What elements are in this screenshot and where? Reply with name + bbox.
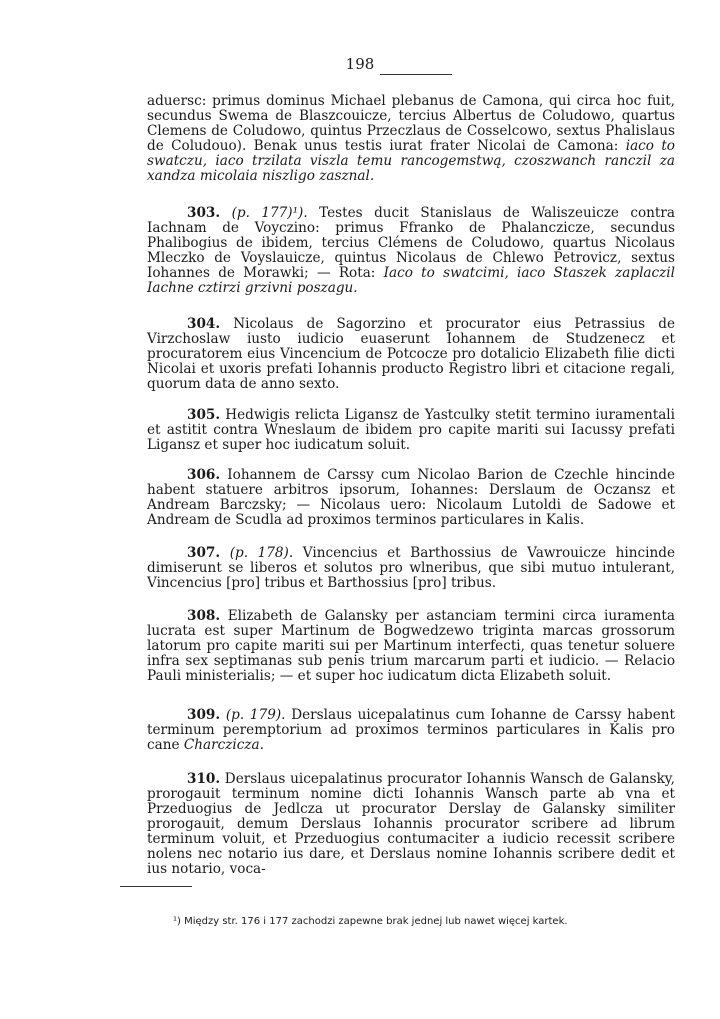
entry-number: 308. [187, 608, 221, 624]
paragraph-text: Elizabeth de Galansky per astanciam termini circa iuramenta lucrata est super Martinum de Bogwedzewo triginta marcas grossorum latorum pro capite mariti sui per Martinum interfecti, quas tenetur soluere infra sex septimanas sub penis trium marcarum parti et iudicio. — Relacio Pauli ministerialis; — et super hoc iudicatum dicta Elizabeth soluit. [147, 608, 675, 684]
entry-number: 307. [187, 545, 221, 561]
paragraph-304 [147, 317, 675, 392]
header-rule [380, 74, 452, 75]
paragraph-text: Vincencius et Barthossius de Vawrouicze hincinde dimiserunt se liberos et solutos pro wlneribus, que sibi mutuo intulerant, Vincencius [pro] tribus et Barthossius [pro] tribus. [147, 545, 675, 591]
page-number: 198 [345, 55, 375, 73]
paragraph-310 [147, 772, 675, 877]
paragraph-text: aduersc: primus dominus Michael plebanus de Camona, qui circa hoc fuit, secundus Swema de Blaszcouicze, tercius Albertus de Coludowo, quartus Clemens de Coludowo, quintus Przeczlaus de Cosselcowo, sextus Phalislaus de Coludouo). Benak unus testis iurat frater Nicolai de Camona: [147, 93, 675, 154]
paragraph-306 [147, 468, 675, 528]
rota-quote: iaco to swatczu, iaco trzilata viszla temu rancogemstwą, czoszwanch ranczil za xandza micolaia niszligo zasznal. [147, 138, 675, 184]
paragraph-text: Derslaus uicepalatinus cum Iohanne de Carssy habent terminum peremptorium ad proximos terminos particulares in Kalis pro cane [147, 707, 676, 753]
entry-number: 310. [187, 771, 221, 787]
paragraph-305 [147, 408, 675, 453]
page-reference: (p. 179). [225, 707, 286, 723]
paragraph-303 [147, 206, 675, 296]
paragraph-text: Iohannem de Carssy cum Nicolao Barion de Czechle hincinde habent statuere arbitros ipsorum, Iohannes: Derslaum de Oczansz et Andream Barczsky; — Nicolaus uero: Nicolaum Lutoldi de Sadowe et Andream de Scudla ad proximos terminos particulares in Kalis. [147, 467, 675, 528]
paragraph-307 [147, 546, 675, 591]
paragraph-308 [147, 609, 675, 684]
paragraph-309 [147, 708, 675, 753]
paragraph-text: Hedwigis relicta Ligansz de Yastculky stetit termino iuramentali et astitit contra Wneslaum de ibidem pro capite mariti sui Iacussy prefati Ligansz et super hoc iudicatum soluit. [147, 407, 675, 453]
paragraph-text: Nicolaus de Sagorzino et procurator eius Petrassius de Virzchoslaw iusto iudicio euaserunt Iohannem de Studzenecz et procuratorem eius Vincencium de Potcocze pro dotalicio Elizabeth filie dicti Nicolai et uxoris prefati Iohannis producto Registro libri et citacione regali, quorum data de anno sexto. [147, 316, 675, 392]
footnote: ¹) Między str. 176 i 177 zachodzi zapewne brak jednej lub nawet więcej kartek. [173, 916, 568, 927]
footnote-rule [120, 886, 192, 887]
page-reference: (p. 177)¹). [231, 205, 308, 221]
paragraph-text: Testes ducit Stanislaus de Waliszeuicze contra Iachnam de Voyczino: primus Ffranko de Phalanczicze, secundus Phalibogius de ibidem, tercius Clémens de Coludowo, quartus Nicolaus Mleczko de Voyslauicze, quintus Nicolaus de Chlewo Petrovicz, sextus Iohannes de Morawki; — Rota: [147, 205, 675, 281]
entry-number: 304. [187, 316, 221, 332]
paragraph-text: Derslaus uicepalatinus procurator Iohannis Wansch de Galansky, prorogauit terminum nomine dicti Iohannis Wansch parte ab vna et Przeduogius de Jedlcza ut procurator Derslay de Galansky similiter prorogauit, demum Derslaus Iohannis procurator scribere ad librum terminum voluit, et Przeduogius contumaciter a iudicio recessit scribere nolens nec notario ius dare, et Derslaus nomine Iohannis scribere dedit et ius notario, voca- [147, 771, 675, 877]
page-reference: (p. 178). [229, 545, 294, 561]
entry-number: 309. [187, 707, 221, 723]
entry-number: 306. [187, 467, 221, 483]
dog-name: Charczicza. [183, 737, 264, 753]
entry-number: 303. [187, 205, 221, 221]
rota-quote: Iaco to swatcimi, iaco Staszek zaplaczil Iachne cztirzi grzivni poszagu. [147, 265, 675, 296]
paragraph-302-continuation [147, 94, 675, 184]
entry-number: 305. [187, 407, 221, 423]
